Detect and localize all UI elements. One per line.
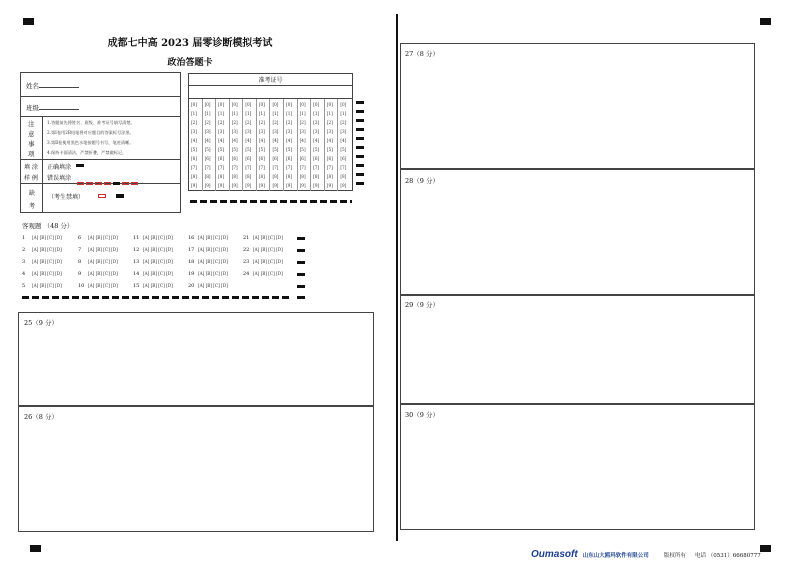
option-bubbles[interactable]: [A] [B] [C] [D] [88, 283, 118, 288]
exam-id-bubble[interactable]: [9] [326, 183, 333, 188]
exam-id-bubble[interactable]: [5] [218, 147, 225, 152]
option-bubbles[interactable]: [A] [B] [C] [D] [143, 259, 173, 264]
corner-mark [30, 545, 41, 552]
exam-id-bubble[interactable]: [5] [272, 147, 279, 152]
exam-id-column[interactable] [230, 99, 244, 191]
option-bubbles[interactable]: [A] [B] [C] [D] [253, 235, 283, 240]
exam-id-bubble[interactable]: [2] [231, 120, 238, 125]
timing-mark [356, 173, 364, 176]
timing-mark [356, 128, 364, 131]
answer-box-27[interactable] [400, 43, 755, 169]
exam-id-bubble[interactable]: [5] [245, 147, 252, 152]
question-number: 2 [22, 247, 26, 253]
exam-id-bubble[interactable]: [1] [313, 111, 320, 116]
question-label-27: 27（8 分） [405, 50, 439, 58]
objective-item[interactable] [243, 271, 283, 277]
exam-id-label: 准考证号 [189, 75, 352, 86]
question-number: 11 [133, 235, 140, 241]
question-number: 8 [78, 259, 82, 265]
exam-id-bubble[interactable]: [1] [204, 111, 211, 116]
objective-item[interactable] [78, 259, 118, 265]
option-bubbles[interactable]: [A] [B] [C] [D] [88, 247, 118, 252]
exam-id-bubble[interactable]: [8] [313, 174, 320, 179]
exam-id-bubble[interactable]: [4] [299, 138, 306, 143]
exam-id-bubble[interactable]: [2] [218, 120, 225, 125]
exam-id-bubble[interactable]: [7] [286, 165, 293, 170]
exam-id-bubble[interactable]: [9] [299, 183, 306, 188]
absent-label-2: 考 [29, 203, 36, 210]
exam-id-column[interactable] [271, 99, 285, 191]
objective-item[interactable] [22, 283, 62, 289]
option-bubbles[interactable]: [A] [B] [C] [D] [88, 235, 118, 240]
option-bubbles[interactable]: [A] [B] [C] [D] [32, 235, 62, 240]
question-number: 10 [78, 283, 85, 289]
notes-label-3: 事 [28, 140, 35, 148]
notes-label-1: 注 [28, 120, 35, 128]
option-bubbles[interactable]: [A] [B] [C] [D] [32, 283, 62, 288]
objective-label: 客观题 （48 分） [22, 222, 74, 230]
exam-id-bubble[interactable]: [8] [258, 174, 265, 179]
exam-id-bubble[interactable]: [9] [218, 183, 225, 188]
fill-example-section [21, 160, 180, 184]
question-number: 4 [22, 271, 26, 277]
objective-item[interactable] [78, 247, 118, 253]
exam-id-bubble[interactable]: [0] [258, 102, 265, 107]
exam-id-grid[interactable] [189, 99, 352, 191]
objective-item[interactable] [243, 259, 283, 265]
exam-id-column[interactable] [311, 99, 325, 191]
exam-id-bubble[interactable]: [8] [204, 174, 211, 179]
exam-id-bubble[interactable]: [2] [286, 120, 293, 125]
name-label: 姓名 [26, 82, 39, 90]
exam-id-bubble[interactable]: [6] [326, 156, 333, 161]
exam-id-bubble[interactable]: [1] [272, 111, 279, 116]
note-item: 2.第Ⅰ卷用2B铅笔将对应题目的答案标号涂黑。 [47, 130, 134, 135]
question-number: 13 [133, 259, 140, 265]
exam-id-bubble[interactable]: [5] [258, 147, 265, 152]
timing-mark [356, 155, 364, 158]
option-bubbles[interactable]: [A] [B] [C] [D] [143, 271, 173, 276]
exam-id-bubble[interactable]: [0] [299, 102, 306, 107]
exam-id-bubble[interactable]: [3] [340, 129, 347, 134]
exam-id-bubble[interactable]: [2] [191, 120, 197, 125]
note-item: 3.第Ⅱ卷使用黑色水笔按题号书写，笔迹清晰。 [47, 140, 134, 145]
exam-id-bubble[interactable]: [5] [313, 147, 320, 152]
name-field[interactable] [39, 87, 79, 88]
objective-item[interactable] [133, 247, 173, 253]
exam-id-bubble[interactable]: [1] [191, 111, 197, 116]
question-label-29: 29（9 分） [405, 301, 439, 309]
question-number: 20 [188, 283, 195, 289]
exam-id-bubble[interactable]: [1] [218, 111, 225, 116]
card-subtitle: 政治答题卡 [167, 58, 213, 68]
exam-id-bubble[interactable]: [0] [313, 102, 320, 107]
question-number: 12 [133, 247, 140, 253]
objective-item[interactable] [188, 271, 228, 277]
exam-id-bubble[interactable]: [0] [340, 102, 347, 107]
objective-item[interactable] [188, 235, 228, 241]
exam-id-bubble[interactable]: [3] [204, 129, 211, 134]
exam-id-bubble[interactable]: [2] [340, 120, 347, 125]
absent-note: （考生禁填） [48, 194, 85, 201]
exam-id-bubble[interactable]: [3] [191, 129, 197, 134]
option-bubbles[interactable]: [A] [B] [C] [D] [32, 271, 62, 276]
exam-id-bubble[interactable]: [7] [204, 165, 211, 170]
objective-item[interactable] [22, 247, 62, 253]
center-fold-line [396, 14, 398, 541]
exam-id-bubble[interactable]: [1] [245, 111, 252, 116]
exam-id-bubble[interactable]: [5] [286, 147, 293, 152]
exam-id-bubble[interactable]: [7] [231, 165, 238, 170]
exam-id-bubble[interactable]: [3] [272, 129, 279, 134]
objective-item[interactable] [188, 283, 228, 289]
option-bubbles[interactable]: [A] [B] [C] [D] [253, 247, 283, 252]
exam-id-column[interactable] [338, 99, 352, 191]
option-bubbles[interactable]: [A] [B] [C] [D] [253, 271, 283, 276]
timing-mark [356, 164, 364, 167]
timing-mark [356, 101, 364, 104]
exam-id-bubble[interactable]: [3] [218, 129, 225, 134]
exam-id-bubble[interactable]: [6] [313, 156, 320, 161]
exam-id-bubble[interactable]: [7] [340, 165, 347, 170]
exam-id-column[interactable] [325, 99, 339, 191]
exam-id-bubble[interactable]: [7] [245, 165, 252, 170]
exam-id-bubble[interactable]: [6] [299, 156, 306, 161]
exam-id-bubble[interactable]: [4] [204, 138, 211, 143]
option-bubbles[interactable]: [A] [B] [C] [D] [32, 247, 62, 252]
notes-label-4: 项 [28, 150, 35, 158]
exam-id-bubble[interactable]: [6] [258, 156, 265, 161]
exam-id-bubble[interactable]: [5] [231, 147, 238, 152]
fill-label-2: 样 例 [24, 175, 38, 182]
absent-mark [116, 194, 124, 198]
timing-mark [356, 119, 364, 122]
timing-mark [297, 237, 305, 240]
exam-id-bubble[interactable]: [1] [231, 111, 238, 116]
note-item: 1.答题前先将姓名、班级、准考证号填写清楚。 [47, 120, 135, 125]
corner-mark [760, 545, 771, 552]
company-name: 山东山大鸥玛软件有限公司 [582, 553, 649, 559]
notes-section [21, 117, 180, 160]
option-bubbles[interactable]: [A] [B] [C] [D] [198, 271, 228, 276]
exam-id-bubble[interactable]: [5] [299, 147, 306, 152]
exam-id-column[interactable] [284, 99, 298, 191]
exam-id-entry-row[interactable] [189, 86, 352, 99]
name-row[interactable] [21, 73, 180, 97]
objective-item[interactable] [22, 235, 62, 241]
exam-id-bubble[interactable]: [1] [299, 111, 306, 116]
exam-id-column[interactable] [257, 99, 271, 191]
exam-id-bubble[interactable]: [1] [286, 111, 293, 116]
option-bubbles[interactable]: [A] [B] [C] [D] [88, 259, 118, 264]
exam-id-bubble[interactable]: [3] [313, 129, 320, 134]
question-label-26: 26（8 分） [24, 413, 58, 421]
exam-id-bubble[interactable]: [9] [231, 183, 238, 188]
note-item: 4.保持卡面清洁，严禁折叠，严禁做标记。 [47, 150, 127, 155]
exam-id-bubble[interactable]: [7] [272, 165, 279, 170]
option-bubbles[interactable]: [A] [B] [C] [D] [198, 235, 228, 240]
phone-text: 电话 （0531）66680777 [694, 553, 761, 559]
exam-id-bubble[interactable]: [0] [191, 102, 197, 107]
objective-item[interactable] [133, 271, 173, 277]
exam-id-bubble[interactable]: [6] [272, 156, 279, 161]
exam-id-column[interactable] [203, 99, 217, 191]
exam-id-bubble[interactable]: [6] [204, 156, 211, 161]
exam-id-bubble[interactable]: [9] [286, 183, 293, 188]
exam-id-bubble[interactable]: [4] [258, 138, 265, 143]
timing-mark [297, 285, 305, 288]
option-bubbles[interactable]: [A] [B] [C] [D] [198, 283, 228, 288]
exam-id-bubble[interactable]: [0] [204, 102, 211, 107]
exam-id-bubble[interactable]: [7] [326, 165, 333, 170]
exam-id-bubble[interactable]: [2] [326, 120, 333, 125]
option-bubbles[interactable]: [A] [B] [C] [D] [253, 259, 283, 264]
exam-id-bubble[interactable]: [8] [272, 174, 279, 179]
exam-id-bubble[interactable]: [8] [231, 174, 238, 179]
objective-bottom-marks [22, 296, 290, 299]
answer-box-29[interactable] [400, 295, 755, 404]
exam-id-box [188, 73, 353, 191]
objective-item[interactable] [188, 259, 228, 265]
exam-id-bubble[interactable]: [9] [313, 183, 320, 188]
exam-id-bubble[interactable]: [3] [231, 129, 238, 134]
objective-item[interactable] [133, 259, 173, 265]
question-number: 24 [243, 271, 250, 277]
answer-box-26[interactable] [18, 406, 374, 532]
brand-logo: Oumasoft [531, 549, 578, 560]
exam-id-bubble[interactable]: [8] [286, 174, 293, 179]
footer [531, 542, 761, 561]
question-number: 3 [22, 259, 26, 265]
exam-id-bubble[interactable]: [3] [245, 129, 252, 134]
fill-correct-swatch [76, 164, 84, 167]
option-bubbles[interactable]: [A] [B] [C] [D] [198, 247, 228, 252]
class-field[interactable] [39, 109, 79, 110]
exam-id-bubble[interactable]: [8] [218, 174, 225, 179]
exam-id-column[interactable] [243, 99, 257, 191]
exam-id-bubble[interactable]: [6] [218, 156, 225, 161]
corner-mark [23, 18, 34, 25]
question-number: 7 [78, 247, 82, 253]
exam-id-bubble[interactable]: [1] [340, 111, 347, 116]
question-number: 5 [22, 283, 26, 289]
objective-item[interactable] [22, 259, 62, 265]
exam-id-bubble[interactable]: [9] [204, 183, 211, 188]
objective-item[interactable] [78, 283, 118, 289]
question-number: 1 [22, 235, 26, 241]
question-number: 15 [133, 283, 140, 289]
option-bubbles[interactable]: [A] [B] [C] [D] [32, 259, 62, 264]
exam-id-bubble[interactable]: [9] [191, 183, 197, 188]
objective-item[interactable] [243, 235, 283, 241]
exam-id-bubble[interactable]: [7] [258, 165, 265, 170]
rights-text: 版权所有 [663, 553, 686, 559]
question-number: 21 [243, 235, 250, 241]
objective-item[interactable] [22, 271, 62, 277]
class-label: 班级 [26, 104, 39, 112]
answer-box-30[interactable] [400, 404, 755, 530]
absent-checkbox[interactable] [98, 194, 106, 198]
option-bubbles[interactable]: [A] [B] [C] [D] [143, 247, 173, 252]
exam-id-bubble[interactable]: [4] [191, 138, 197, 143]
question-number: 18 [188, 259, 195, 265]
exam-id-bubble[interactable]: [3] [326, 129, 333, 134]
absent-label-1: 缺 [29, 190, 36, 197]
exam-id-bubble[interactable]: [4] [313, 138, 320, 143]
timing-mark [297, 261, 305, 264]
objective-item[interactable] [133, 283, 173, 289]
question-number: 14 [133, 271, 140, 277]
exam-id-bubble[interactable]: [0] [245, 102, 252, 107]
exam-id-bubble[interactable]: [2] [313, 120, 320, 125]
exam-id-bubble[interactable]: [2] [299, 120, 306, 125]
exam-id-bubble[interactable]: [7] [299, 165, 306, 170]
question-number: 16 [188, 235, 195, 241]
timing-mark [356, 110, 364, 113]
exam-id-bubble[interactable]: [9] [272, 183, 279, 188]
exam-id-bubble[interactable]: [0] [326, 102, 333, 107]
exam-id-bubble[interactable]: [2] [204, 120, 211, 125]
exam-id-bubble[interactable]: [5] [204, 147, 211, 152]
exam-id-bubble[interactable]: [8] [299, 174, 306, 179]
exam-id-bubble[interactable]: [0] [286, 102, 293, 107]
exam-id-bubble[interactable]: [4] [231, 138, 238, 143]
timing-mark [297, 249, 305, 252]
objective-item[interactable] [243, 247, 283, 253]
question-number: 6 [78, 235, 82, 241]
exam-id-bubble[interactable]: [4] [245, 138, 252, 143]
exam-id-bubble[interactable]: [4] [272, 138, 279, 143]
option-bubbles[interactable]: [A] [B] [C] [D] [143, 283, 173, 288]
fill-wrong-label: 错误填涂 [47, 175, 72, 182]
corner-mark [760, 18, 771, 25]
question-number: 19 [188, 271, 195, 277]
exam-id-bubble[interactable]: [5] [340, 147, 347, 152]
exam-id-column[interactable] [216, 99, 230, 191]
timing-mark [356, 182, 364, 185]
exam-id-bubble[interactable]: [5] [191, 147, 197, 152]
exam-id-bubble[interactable]: [6] [191, 156, 197, 161]
exam-id-bubble[interactable]: [0] [231, 102, 238, 107]
exam-id-bubble[interactable]: [6] [340, 156, 347, 161]
question-number: 9 [78, 271, 82, 277]
timing-mark [297, 273, 305, 276]
fill-label-1: 填 涂 [24, 164, 38, 171]
question-label-25: 25（9 分） [24, 319, 58, 327]
exam-id-bubble[interactable]: [7] [191, 165, 197, 170]
student-info-box [20, 72, 181, 213]
exam-id-bubble[interactable]: [2] [245, 120, 252, 125]
exam-id-bubble[interactable]: [9] [258, 183, 265, 188]
page-title: 成都七中高 2023 届零诊断模拟考试 [107, 38, 273, 49]
absent-section [21, 184, 180, 213]
notes-label-2: 意 [28, 130, 35, 138]
exam-id-bubble[interactable]: [2] [272, 120, 279, 125]
option-bubbles[interactable]: [A] [B] [C] [D] [198, 259, 228, 264]
exam-id-bottom-marks [190, 200, 352, 203]
option-bubbles[interactable]: [A] [B] [C] [D] [88, 271, 118, 276]
question-number: 17 [188, 247, 195, 253]
exam-id-bubble[interactable]: [8] [191, 174, 197, 179]
exam-id-bubble[interactable]: [4] [218, 138, 225, 143]
exam-id-bubble[interactable]: [4] [340, 138, 347, 143]
exam-id-bubble[interactable]: [8] [245, 174, 252, 179]
exam-id-bubble[interactable]: [6] [286, 156, 293, 161]
exam-id-column[interactable] [298, 99, 312, 191]
exam-id-bubble[interactable]: [6] [231, 156, 238, 161]
exam-id-bubble[interactable]: [0] [218, 102, 225, 107]
exam-id-bubble[interactable]: [3] [258, 129, 265, 134]
objective-item[interactable] [188, 247, 228, 253]
objective-item[interactable] [78, 271, 118, 277]
question-label-28: 28（9 分） [405, 177, 439, 185]
answer-box-25[interactable] [18, 312, 374, 406]
exam-id-bubble[interactable]: [5] [326, 147, 333, 152]
timing-mark [356, 146, 364, 149]
exam-id-bubble[interactable]: [3] [286, 129, 293, 134]
exam-id-bubble[interactable]: [2] [258, 120, 265, 125]
exam-id-bubble[interactable]: [1] [326, 111, 333, 116]
option-bubbles[interactable]: [A] [B] [C] [D] [143, 235, 173, 240]
exam-id-bubble[interactable]: [3] [299, 129, 306, 134]
exam-id-column[interactable] [189, 99, 203, 191]
exam-id-bubble[interactable]: [8] [340, 174, 347, 179]
objective-item[interactable] [133, 235, 173, 241]
exam-id-bubble[interactable]: [7] [313, 165, 320, 170]
exam-id-bubble[interactable]: [0] [272, 102, 279, 107]
question-number: 23 [243, 259, 250, 265]
exam-id-bubble[interactable]: [7] [218, 165, 225, 170]
fill-correct-label: 正确填涂 [47, 164, 72, 171]
question-number: 22 [243, 247, 250, 253]
exam-id-bubble[interactable]: [1] [258, 111, 265, 116]
objective-item[interactable] [78, 235, 118, 241]
exam-id-bubble[interactable]: [9] [245, 183, 252, 188]
answer-box-28[interactable] [400, 169, 755, 295]
exam-id-bubble[interactable]: [6] [245, 156, 252, 161]
exam-id-bubble[interactable]: [9] [340, 183, 347, 188]
question-label-30: 30（9 分） [405, 411, 439, 419]
objective-timing-mark [297, 296, 305, 299]
class-row[interactable] [21, 97, 180, 117]
exam-id-bubble[interactable]: [4] [286, 138, 293, 143]
timing-mark [356, 137, 364, 140]
exam-id-bubble[interactable]: [4] [326, 138, 333, 143]
exam-id-bubble[interactable]: [8] [326, 174, 333, 179]
